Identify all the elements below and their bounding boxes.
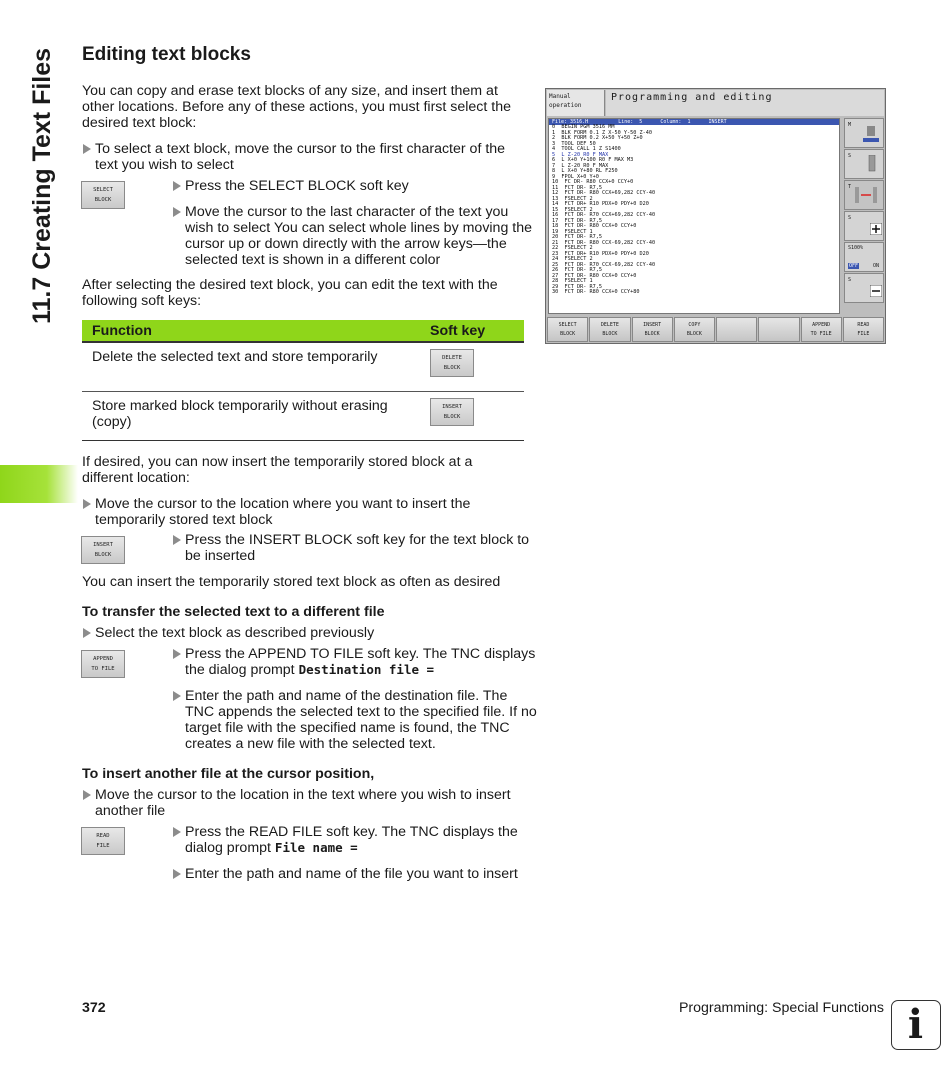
insert-block-softkey[interactable] (81, 536, 125, 564)
program-listing (548, 118, 840, 314)
softkey-line2: FILE (96, 843, 110, 849)
off-label: OFF (849, 263, 859, 269)
step-text: Move the cursor to the last character of the text you wish to select You can select whole lines by moving the cursor up or down directly with the arrow keys—the selected text is shown in a different color (185, 204, 533, 268)
program-line[interactable]: 29 FCT DR- R7,5 (552, 283, 602, 290)
step-press-read (172, 824, 537, 856)
table-cell-function: Store marked block temporarily without erasing (copy) (82, 392, 420, 441)
insert-often-paragraph: You can insert the temporarily stored text block as often as desired (82, 574, 501, 590)
page-number: 372 (82, 1000, 106, 1016)
step-move-insert (82, 496, 525, 528)
info-icon (891, 1000, 941, 1050)
step-text: Press the APPEND TO FILE soft key. The TNC displays the dialog prompt (185, 646, 536, 678)
softkey-line2: TO FILE (91, 666, 115, 672)
program-line[interactable]: 2 BLK FORM 0.2 X+50 Y+50 Z+0 (552, 135, 643, 141)
program-line[interactable]: 18 FCT DR- R80 CCX+0 CCY+0 (552, 223, 637, 229)
step-press-insert (172, 532, 537, 564)
step-text: Move the cursor to the location where you want to insert the temporarily stored text block (95, 496, 471, 528)
section-heading: Editing text blocks (82, 44, 251, 65)
screen-key-select-block[interactable] (547, 317, 588, 342)
step-text: To select a text block, move the cursor to the first character of the text you wish to select (95, 141, 506, 173)
table-cell-softkey (420, 392, 524, 441)
operating-mode-box (547, 90, 605, 116)
subhead-insert-file: To insert another file at the cursor position, (82, 766, 375, 782)
side-key-override[interactable] (844, 242, 884, 272)
tool-change-icon (851, 187, 881, 207)
program-line[interactable]: 13 FSELECT 2 (552, 195, 593, 202)
program-line[interactable]: 24 FSELECT 2 (552, 256, 593, 262)
chapter-side-title (28, 48, 56, 328)
step-text: Enter the path and name of the file you want to insert (185, 866, 518, 882)
program-line[interactable]: 7 L Z-20 R0 F MAX (552, 162, 609, 169)
intro-paragraph: You can copy and erase text blocks of any size, and insert them at other locations. Before any of these actions, you must first select the desired text block: (82, 83, 511, 131)
tnc-screenshot (545, 88, 886, 344)
step-text: Press the SELECT BLOCK soft key (185, 178, 409, 194)
mode-line1: Manual (549, 93, 571, 100)
side-key-label: M (848, 122, 852, 128)
side-key-s-minus[interactable] (844, 273, 884, 303)
key-line1: COPY (688, 321, 701, 328)
footer-section-title: Programming: Special Functions (678, 1000, 884, 1016)
step-text: Press the READ FILE soft key. The TNC displays the dialog prompt (185, 824, 518, 856)
screen-key-insert-block[interactable] (632, 317, 673, 342)
key-line2: TO FILE (810, 330, 832, 337)
screen-key-empty[interactable] (758, 317, 799, 342)
key-line2: BLOCK (644, 330, 660, 337)
plus-icon (870, 223, 882, 235)
side-key-label: S100% (848, 245, 864, 251)
program-line[interactable]: 23 FCT DR+ R10 PDX+0 PDY+0 D20 (552, 250, 649, 257)
delete-block-softkey[interactable] (430, 349, 474, 377)
program-line[interactable]: 28 FSELECT 1 (552, 278, 593, 284)
program-line[interactable]: 14 FCT DR+ R10 PDX+0 PDY+0 D20 (552, 201, 649, 207)
step-text: Move the cursor to the location in the text where you wish to insert another file (95, 787, 511, 819)
screen-key-read-file[interactable] (843, 317, 884, 342)
program-line[interactable]: 30 FCT DR- R80 CCX+0 CCY+80 (552, 289, 640, 295)
softkey-line1: INSERT (442, 404, 462, 410)
side-key-t[interactable] (844, 180, 884, 210)
side-key-m[interactable] (844, 118, 884, 148)
program-line[interactable]: 26 FCT DR- R7,5 (552, 267, 602, 273)
prompt-destination-file: Destination file = (298, 662, 435, 677)
side-key-label: S (848, 215, 852, 221)
read-file-softkey[interactable] (81, 827, 125, 855)
tool-icon (865, 155, 879, 175)
softkey-line1: DELETE (442, 355, 462, 361)
step-select-previous (82, 625, 525, 641)
program-line[interactable]: 0 BEGIN PGM 3516 MM (552, 124, 615, 130)
softkey-line1: INSERT (93, 542, 113, 548)
prompt-file-name: File name = (274, 840, 358, 855)
softkey-function-table (82, 320, 524, 441)
screen-softkey-bar (547, 317, 884, 342)
program-line[interactable]: 1 BLK FORM 0.1 Z X-50 Y-50 Z-40 (552, 129, 652, 136)
side-softkeys (844, 118, 884, 314)
screen-key-append-to-file[interactable] (801, 317, 842, 342)
insert-intro-paragraph: If desired, you can now insert the temporarily stored block at a different location: (82, 454, 473, 486)
step-press-select (172, 178, 530, 194)
program-line[interactable]: 9 FPOL X+0 Y+0 (552, 173, 599, 180)
key-line1: READ (857, 321, 870, 328)
softkey-line1: SELECT (93, 187, 113, 193)
program-line[interactable]: 5 L Z-20 R0 F MAX (552, 151, 609, 158)
softkey-line2: BLOCK (94, 197, 112, 203)
table-row (82, 392, 524, 441)
step-press-append (172, 646, 537, 678)
after-select-paragraph: After selecting the desired text block, you can edit the text with the following soft keys: (82, 277, 498, 309)
append-to-file-softkey[interactable] (81, 650, 125, 678)
program-line[interactable]: 6 L X+0 Y+100 R0 F MAX M3 (552, 157, 634, 163)
key-line2: FILE (857, 330, 870, 337)
program-line[interactable]: 22 FSELECT 2 (552, 245, 593, 251)
step-enter-file (172, 866, 537, 882)
side-key-label: T (848, 184, 852, 190)
program-line[interactable]: 17 FCT DR- R7,5 (552, 217, 602, 224)
program-line[interactable]: 16 FCT DR- R70 CCX+69,282 CCY-40 (552, 212, 656, 218)
spindle-icon (861, 124, 881, 144)
table-header-function: Function (82, 320, 420, 342)
key-line2: BLOCK (602, 330, 618, 337)
table-row (82, 342, 524, 392)
minus-icon (870, 285, 882, 297)
program-line[interactable]: 11 FCT DR- R7,5 (552, 184, 602, 191)
softkey-line1: READ (96, 833, 110, 839)
softkey-line1: APPEND (93, 656, 113, 662)
program-line[interactable]: 20 FCT DR- R7,5 (552, 234, 602, 240)
insert-block-softkey-table[interactable] (430, 398, 474, 426)
program-line[interactable]: 3 TOOL DEF 50 (552, 140, 596, 147)
chapter-side-title-text: 11.7 Creating Text Files (28, 47, 56, 324)
program-line[interactable]: 4 TOOL CALL 1 Z S1400 (552, 146, 621, 152)
program-line[interactable]: 21 FCT DR- R80 CCX-69,282 CCY-40 (552, 239, 656, 246)
program-line[interactable]: 10 FC DR- R80 CCX+0 CCY+0 (552, 179, 634, 185)
screen-key-copy-block[interactable] (674, 317, 715, 342)
table-header-softkey: Soft key (420, 320, 524, 342)
softkey-line2: BLOCK (443, 414, 461, 420)
side-key-s[interactable] (844, 149, 884, 179)
program-line[interactable]: 19 FSELECT 1 (552, 228, 593, 235)
info-icon-glyph: i (907, 1001, 924, 1048)
side-key-label: S (848, 277, 852, 283)
step-enter-destination (172, 688, 537, 752)
subhead-transfer: To transfer the selected text to a different file (82, 604, 385, 620)
mode-line2: operation (549, 102, 582, 109)
step-select-start (82, 141, 525, 173)
program-line[interactable]: 27 FCT DR- R80 CCX+0 CCY+0 (552, 272, 637, 279)
program-line[interactable]: 12 FCT DR- R80 CCX+69,282 CCY-40 (552, 190, 656, 196)
key-line2: BLOCK (560, 330, 576, 337)
key-line2: BLOCK (686, 330, 702, 337)
key-line1: SELECT (558, 321, 577, 328)
screen-key-empty[interactable] (716, 317, 757, 342)
program-line[interactable]: 8 L X+0 Y+80 RL F250 (552, 168, 618, 174)
select-block-softkey[interactable] (81, 181, 125, 209)
key-line1: INSERT (643, 321, 662, 328)
key-line1: DELETE (600, 321, 619, 328)
program-line[interactable]: 15 FSELECT 2 (552, 206, 593, 213)
step-text: Enter the path and name of the destination file. The TNC appends the selected text to the specified file. If no target file with the specified name is found, the TNC creates a new file with the selected text. (185, 688, 537, 752)
key-line1: APPEND (812, 321, 831, 328)
softkey-line2: BLOCK (443, 365, 461, 371)
editor-status-bar: File: 3516.H Line: 5 Column: 1 INSERT (549, 119, 839, 125)
side-key-label: S (848, 153, 852, 159)
on-label: ON (873, 263, 880, 269)
screen-title: Programming and editing (606, 90, 884, 116)
screen-key-delete-block[interactable] (589, 317, 630, 342)
softkey-line2: BLOCK (94, 552, 112, 558)
step-move-end (172, 204, 537, 268)
side-key-s-plus[interactable] (844, 211, 884, 241)
table-cell-function: Delete the selected text and store temporarily (82, 342, 420, 392)
step-text: Press the INSERT BLOCK soft key for the text block to be inserted (185, 532, 530, 564)
table-header-row (82, 320, 524, 342)
step-move-text (82, 787, 537, 819)
step-text: Select the text block as described previously (95, 625, 375, 641)
program-line[interactable]: 25 FCT DR- R70 CCX-69,282 CCY-40 (552, 261, 656, 268)
chapter-tab-marker (0, 465, 78, 503)
table-cell-softkey (420, 342, 524, 392)
program-lines (549, 125, 839, 296)
